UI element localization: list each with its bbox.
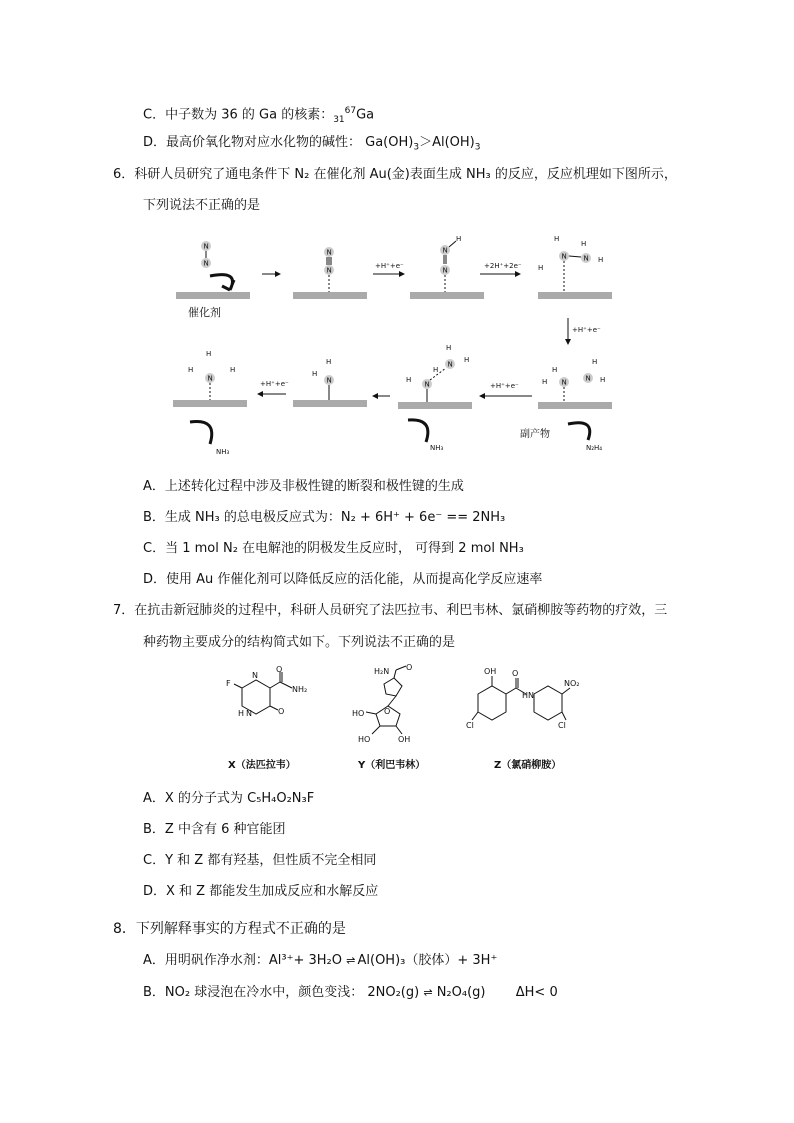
svg-text:N: N: [442, 266, 448, 275]
svg-text:N: N: [583, 254, 589, 263]
q8-option-a: A．用明矾作净水剂：Al³⁺+ 3H₂O ⇌ Al(OH)₃（胶体）+ 3H⁺: [143, 953, 498, 968]
svg-text:H: H: [542, 378, 548, 386]
svg-text:OH: OH: [398, 735, 411, 744]
q7-structures-figure: [212, 664, 584, 776]
adsorb-arrow: [210, 275, 234, 290]
equilibrium-arrow-icon: ⇌: [346, 954, 354, 967]
catalyst-surface-1: [176, 292, 250, 299]
svg-text:H: H: [312, 370, 318, 378]
svg-text:H₂N: H₂N: [374, 667, 390, 676]
catalyst-surface-2: [293, 292, 367, 299]
svg-text:NH₃: NH₃: [216, 448, 230, 456]
svg-text:NO₂: NO₂: [564, 679, 580, 688]
svg-text:H: H: [326, 358, 332, 366]
catalyst-surface-6: [398, 402, 472, 409]
catalyst-surface-7: [293, 400, 367, 407]
label-y: Y（利巴韦林）: [358, 760, 426, 771]
q6-stem: 6．科研人员研究了通电条件下 N₂ 在催化剂 Au(金)表面生成 NH₃ 的反应，反应机理如下图所示，: [113, 167, 677, 182]
svg-text:H: H: [446, 344, 452, 352]
svg-text:H: H: [592, 358, 598, 366]
svg-text:+H⁺+e⁻: +H⁺+e⁻: [490, 382, 519, 390]
label-z: Z（氯硝柳胺）: [494, 760, 562, 771]
svg-text:N: N: [326, 248, 332, 257]
byproduct-label: 副产物: [520, 429, 550, 440]
svg-text:HO: HO: [352, 709, 365, 718]
structure-x: [226, 665, 307, 718]
svg-text:N: N: [207, 374, 213, 383]
equilibrium-arrow-icon: ⇌: [423, 986, 433, 999]
svg-text:H: H: [456, 235, 462, 243]
catalyst-surface-4: [538, 292, 612, 299]
svg-text:N: N: [326, 266, 332, 275]
svg-text:N: N: [424, 380, 430, 389]
q6-mechanism-figure: [168, 232, 620, 460]
svg-text:H: H: [230, 366, 236, 374]
svg-text:H: H: [538, 264, 544, 272]
q7-option-a: A．X 的分子式为 C₅H₄O₂N₃F: [143, 791, 315, 806]
q5-option-d: D．最高价氧化物对应水化物的碱性： $Ga(OH)_3>Al(OH)_3$: [143, 135, 481, 153]
q6-option-d: D．使用 Au 作催化剂可以降低反应的活化能，从而提高化学反应速率: [143, 572, 543, 587]
svg-text:N: N: [442, 246, 448, 255]
svg-text:O: O: [406, 664, 413, 672]
svg-text:H: H: [522, 691, 529, 700]
svg-text:OH: OH: [484, 667, 497, 676]
svg-text:O: O: [512, 669, 519, 678]
svg-text:H: H: [406, 376, 412, 384]
svg-text:N: N: [585, 374, 591, 383]
svg-text:N: N: [203, 259, 209, 268]
svg-text:N: N: [246, 709, 252, 718]
svg-text:+H⁺+e⁻: +H⁺+e⁻: [260, 380, 289, 388]
q7-stem: 7．在抗击新冠肺炎的过程中，科研人员研究了法匹拉韦、利巴韦林、氯硝柳胺等药物的疗效，三: [113, 603, 668, 618]
q8-stem: 8．下列解释事实的方程式不正确的是: [113, 921, 346, 937]
q7-option-b: B．Z 中含有 6 种官能团: [143, 822, 286, 837]
svg-text:H: H: [581, 240, 587, 248]
svg-text:H: H: [598, 256, 604, 264]
svg-text:H: H: [464, 356, 470, 364]
q5-option-c: C．中子数为 36 的 Ga 的核素：$_{31}^{67}$Ga: [143, 106, 375, 125]
svg-text:Cl: Cl: [558, 721, 566, 730]
svg-text:N: N: [561, 252, 567, 261]
q6-stem-cont: 下列说法不正确的是: [143, 198, 261, 213]
svg-text:O: O: [276, 665, 283, 674]
svg-text:O: O: [384, 707, 391, 716]
svg-text:H: H: [206, 350, 212, 358]
svg-text:N: N: [528, 691, 534, 700]
svg-text:H: H: [188, 366, 194, 374]
svg-text:F: F: [226, 679, 231, 688]
svg-text:H: H: [552, 366, 558, 374]
q7-option-c: C．Y 和 Z 都有羟基，但性质不完全相同: [143, 853, 377, 868]
svg-text:NH₃: NH₃: [430, 444, 444, 452]
svg-text:Cl: Cl: [466, 721, 474, 730]
svg-text:+2H⁺+2e⁻: +2H⁺+2e⁻: [484, 262, 522, 270]
catalyst-label: 催化剂: [188, 306, 221, 319]
svg-text:N: N: [561, 378, 567, 387]
svg-text:+H⁺+e⁻: +H⁺+e⁻: [375, 262, 404, 270]
svg-text:N: N: [326, 376, 332, 385]
svg-text:H: H: [554, 235, 560, 243]
catalyst-surface-8: [173, 400, 247, 407]
svg-text:N: N: [203, 242, 209, 251]
svg-text:N: N: [447, 360, 453, 369]
svg-text:N₂H₄: N₂H₄: [586, 444, 603, 452]
q6-option-c: C．当 1 mol N₂ 在电解池的阴极发生反应时， 可得到 2 mol NH₃: [143, 541, 524, 556]
svg-text:+H⁺+e⁻: +H⁺+e⁻: [572, 326, 601, 334]
catalyst-surface-3: [410, 292, 484, 299]
svg-text:NH₂: NH₂: [292, 685, 308, 694]
catalyst-surface-5: [538, 402, 612, 409]
q6-option-a: A．上述转化过程中涉及非极性键的断裂和极性键的生成: [143, 479, 464, 494]
q8-option-b: B．NO₂ 球浸泡在冷水中，颜色变浅： 2NO₂(g) ⇌ N₂O₄(g) ΔH< 0: [143, 985, 558, 1000]
structure-y: [352, 664, 412, 744]
label-x: X（法匹拉韦）: [228, 760, 296, 771]
q7-stem-cont: 种药物主要成分的结构简式如下。下列说法不正确的是: [143, 635, 456, 650]
svg-text:H: H: [433, 366, 439, 374]
structure-z: [466, 667, 580, 730]
svg-text:H: H: [600, 376, 606, 384]
svg-text:H: H: [238, 709, 245, 718]
svg-text:O: O: [278, 707, 285, 716]
q7-option-d: D．X 和 Z 都能发生加成反应和水解反应: [143, 884, 379, 899]
q6-option-b: B．生成 NH₃ 的总电极反应式为：N₂ + 6H⁺ + 6e⁻ == 2NH₃: [143, 510, 506, 525]
svg-text:HO: HO: [358, 735, 371, 744]
svg-text:N: N: [252, 671, 258, 680]
